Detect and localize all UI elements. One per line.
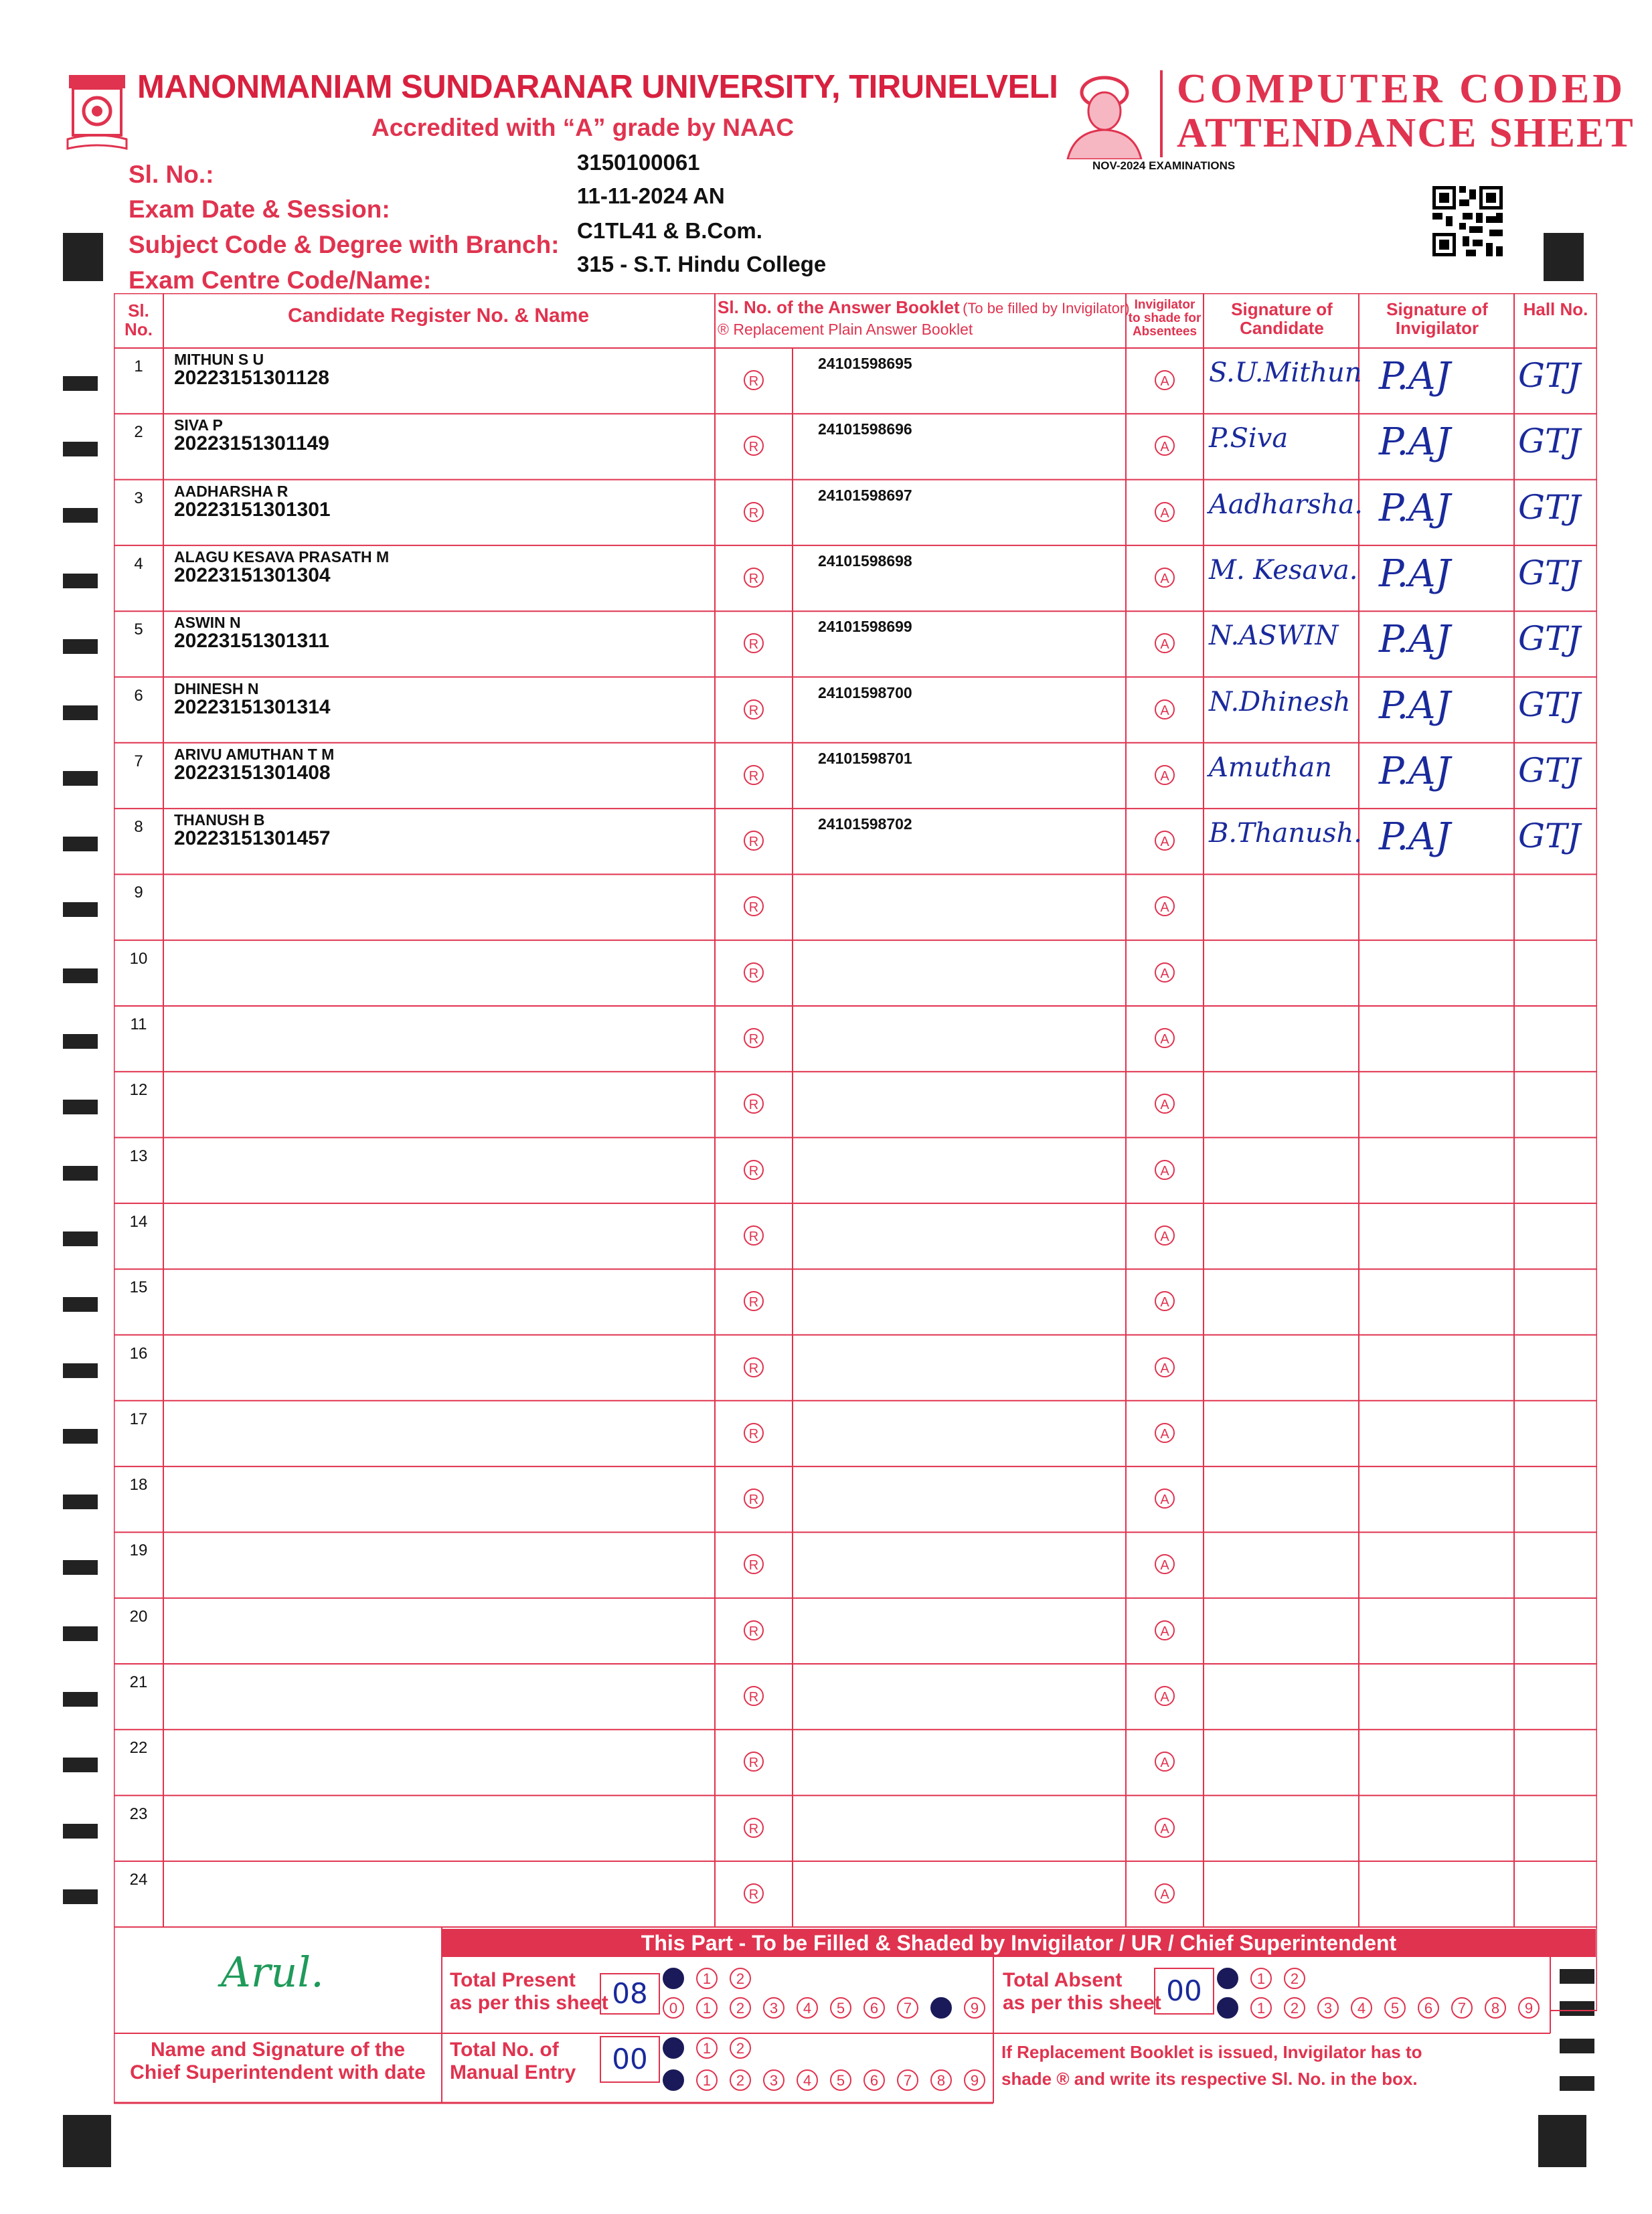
university-logo [64, 72, 131, 153]
digit-bubble-4[interactable]: 4 [797, 2069, 818, 2091]
row-number: 20 [129, 1607, 148, 1626]
exam-name: NOV-2024 EXAMINATIONS [1092, 159, 1236, 172]
row-number: 1 [134, 357, 143, 375]
digit-bubble-1[interactable]: 1 [696, 2037, 718, 2059]
timing-mark [1538, 2115, 1586, 2167]
present-box[interactable]: 08 [600, 1973, 660, 2015]
digit-bubble-5[interactable]: 5 [1384, 1997, 1406, 2019]
footer-band: This Part - To be Filled & Shaded by Invigilator / UR / Chief Superintendent [442, 1929, 1596, 1957]
digit-bubble-7[interactable]: 7 [897, 2069, 918, 2091]
digit-bubble-3[interactable]: 3 [763, 2069, 784, 2091]
manual-label [450, 2039, 576, 2084]
invigilator-signature: P.AJ [1379, 551, 1451, 596]
timing-mark [63, 705, 98, 720]
booklet-number[interactable]: 24101598696 [818, 420, 912, 438]
header-booklet-sub: ® Replacement Plain Answer Booklet [718, 321, 973, 338]
register-number: 20223151301304 [174, 564, 331, 586]
digit-bubble-8[interactable]: 8 [930, 2069, 952, 2091]
absent-bubble[interactable]: A [1155, 1357, 1175, 1377]
digit-bubble-2[interactable]: 2 [730, 1968, 751, 1989]
candidate-signature: Aadharsha. [1209, 489, 1363, 520]
chief-label-line1: Name and Signature of the [150, 2039, 406, 2061]
qr-code [1432, 186, 1503, 256]
hall-signature: GTJ [1518, 487, 1581, 527]
invigilator-signature: P.AJ [1379, 683, 1451, 728]
digit-bubble-4[interactable]: 4 [1351, 1997, 1372, 2019]
booklet-number[interactable]: 24101598701 [818, 749, 912, 767]
row-number: 16 [129, 1344, 148, 1363]
row-number: 13 [129, 1146, 148, 1165]
absent-bubble[interactable]: A [1155, 1554, 1175, 1574]
timing-mark [63, 233, 103, 281]
timing-mark [63, 508, 98, 523]
absent-bubble[interactable]: A [1155, 436, 1175, 456]
replacement-note-line1: If Replacement Booklet is issued, Invigilator has to [1001, 2042, 1422, 2062]
chief-label [115, 2039, 440, 2084]
digit-bubble-8[interactable]: 8 [930, 1997, 952, 2019]
row-number: 24 [129, 1870, 148, 1889]
absent-tens-bubbles[interactable] [1217, 1968, 1317, 1989]
replacement-note-line2: shade ® and write its respective Sl. No. in the box. [1001, 2069, 1418, 2089]
digit-bubble-2[interactable]: 2 [1284, 1968, 1305, 1989]
replacement-bubble[interactable]: R [744, 1423, 764, 1443]
booklet-number[interactable]: 24101598699 [818, 618, 912, 636]
replacement-bubble[interactable]: R [744, 1028, 764, 1048]
timing-mark [63, 1231, 98, 1246]
hall-signature: GTJ [1518, 750, 1581, 790]
timing-mark [1544, 233, 1584, 281]
digit-bubble-6[interactable]: 6 [1418, 1997, 1439, 2019]
register-number: 20223151301457 [174, 827, 331, 850]
row-number: 3 [134, 489, 143, 507]
hall-signature: GTJ [1518, 685, 1581, 724]
replacement-bubble[interactable]: R [744, 633, 764, 653]
replacement-bubble[interactable]: R [744, 1225, 764, 1246]
timing-mark [63, 1363, 98, 1378]
row-number: 18 [129, 1476, 148, 1495]
date-session-value: 11-11-2024 AN [577, 183, 725, 208]
timing-mark [63, 1758, 98, 1772]
absent-bubble[interactable]: A [1155, 699, 1175, 719]
booklet-number[interactable]: 24101598698 [818, 551, 912, 570]
absent-bubble[interactable]: A [1155, 1686, 1175, 1706]
absent-bubble[interactable]: A [1155, 1488, 1175, 1509]
timing-mark [63, 1824, 98, 1839]
invigilator-signature: P.AJ [1379, 749, 1451, 793]
timing-mark [63, 376, 98, 391]
replacement-bubble[interactable]: R [744, 1620, 764, 1640]
digit-bubble-2[interactable]: 2 [730, 1997, 751, 2019]
row-number: 9 [134, 883, 143, 902]
row-number: 19 [129, 1541, 148, 1560]
row-number: 12 [129, 1081, 148, 1100]
absent-bubble[interactable]: A [1155, 1752, 1175, 1772]
replacement-bubble[interactable]: R [744, 436, 764, 456]
timing-mark [63, 1297, 98, 1312]
row-number: 15 [129, 1278, 148, 1297]
replacement-bubble[interactable]: R [744, 370, 764, 390]
digit-bubble-0[interactable]: 0 [1217, 1968, 1238, 1989]
invigilator-signature: P.AJ [1379, 815, 1451, 859]
hall-signature: GTJ [1518, 356, 1581, 395]
booklet-number[interactable]: 24101598702 [818, 815, 912, 833]
replacement-bubble[interactable]: R [744, 568, 764, 588]
timing-mark [63, 574, 98, 588]
absent-bubble[interactable]: A [1155, 831, 1175, 851]
replacement-bubble[interactable]: R [744, 1883, 764, 1903]
header-invigilator-signature: Signature of Invigilator [1386, 299, 1488, 338]
register-number: 20223151301408 [174, 761, 331, 784]
row-number: 22 [129, 1739, 148, 1758]
candidate-name: MITHUN S U [174, 351, 264, 368]
chief-label-line2: Chief Superintendent with date [130, 2061, 426, 2083]
timing-mark [63, 1429, 98, 1444]
absent-bubble[interactable]: A [1155, 1883, 1175, 1903]
replacement-bubble[interactable]: R [744, 1554, 764, 1574]
timing-mark [63, 1100, 98, 1114]
invigilator-signature: P.AJ [1379, 355, 1451, 398]
timing-mark [63, 1889, 98, 1904]
replacement-bubble[interactable]: R [744, 896, 764, 916]
replacement-bubble[interactable]: R [744, 502, 764, 522]
invigilator-signature: P.AJ [1379, 618, 1451, 662]
timing-mark [63, 442, 98, 456]
booklet-number[interactable]: 24101598697 [818, 486, 912, 504]
absent-bubble[interactable]: A [1155, 633, 1175, 653]
invigilator-signature: P.AJ [1379, 486, 1451, 530]
present-tens-bubbles[interactable] [663, 1968, 763, 1989]
candidate-name: SIVA P [174, 416, 223, 434]
digit-bubble-0[interactable]: 0 [1217, 1997, 1238, 2019]
replacement-bubble[interactable]: R [744, 765, 764, 785]
present-units-bubbles[interactable] [663, 1997, 997, 2019]
digit-bubble-6[interactable]: 6 [863, 1997, 885, 2019]
sheet-title-line1: COMPUTER CODED [1177, 66, 1627, 112]
header-hall-no: Hall No. [1523, 299, 1588, 319]
manual-label-line2: Manual Entry [450, 2061, 576, 2083]
timing-mark [63, 2115, 111, 2167]
digit-bubble-4[interactable]: 4 [797, 1997, 818, 2019]
timing-mark [63, 1166, 98, 1181]
header-booklet [718, 297, 1130, 339]
digit-bubble-0[interactable]: 0 [663, 2037, 684, 2059]
sheet-title [1177, 67, 1635, 155]
present-label-line1: Total Present [450, 1969, 576, 1991]
replacement-bubble[interactable]: R [744, 831, 764, 851]
register-number: 20223151301149 [174, 432, 329, 455]
sl-no-value: 3150100061 [577, 150, 700, 175]
header-booklet-title: Sl. No. of the Answer Booklet [718, 297, 960, 317]
header-divider [1160, 70, 1163, 157]
digit-bubble-2[interactable]: 2 [730, 2069, 751, 2091]
absent-bubble[interactable]: A [1155, 1620, 1175, 1640]
hall-signature: GTJ [1518, 422, 1581, 461]
sheet-title-line2: ATTENDANCE SHEET [1177, 110, 1635, 156]
absent-label-line1: Total Absent [1003, 1969, 1123, 1991]
row-number: 10 [129, 949, 148, 968]
absent-bubble[interactable]: A [1155, 1028, 1175, 1048]
chief-signature: Arul. [221, 1948, 324, 1996]
absent-bubble[interactable]: A [1155, 962, 1175, 983]
hall-signature: GTJ [1518, 619, 1581, 659]
absent-bubble[interactable]: A [1155, 1160, 1175, 1180]
candidate-signature: N.Dhinesh [1209, 686, 1351, 717]
digit-bubble-2[interactable]: 2 [730, 2037, 751, 2059]
header-candidate-signature: Signature of Candidate [1231, 299, 1333, 338]
replacement-bubble[interactable]: R [744, 699, 764, 719]
absent-units-bubbles[interactable] [1217, 1997, 1552, 2019]
header-sl-no: Sl. No. [125, 301, 153, 339]
digit-bubble-9[interactable]: 9 [964, 2069, 985, 2091]
absent-bubble[interactable]: A [1155, 568, 1175, 588]
manual-tens-bubbles[interactable] [663, 2037, 763, 2059]
header-absentees: Invigilator to shade for Absentees [1128, 298, 1202, 339]
timing-mark [63, 837, 98, 851]
digit-bubble-1[interactable]: 1 [1250, 1968, 1272, 1989]
replacement-bubble[interactable]: R [744, 962, 764, 983]
timing-mark [63, 1034, 98, 1049]
replacement-bubble[interactable]: R [744, 1752, 764, 1772]
invigilator-signature: P.AJ [1379, 420, 1451, 464]
timing-mark [63, 1626, 98, 1641]
candidate-name: ASWIN N [174, 614, 241, 632]
absent-bubble[interactable]: A [1155, 896, 1175, 916]
timing-mark [63, 639, 98, 654]
candidate-signature: S.U.Mithun [1209, 357, 1362, 388]
replacement-bubble[interactable]: R [744, 1686, 764, 1706]
row-number: 21 [129, 1673, 148, 1691]
centre-value: 315 - S.T. Hindu College [577, 252, 827, 276]
digit-bubble-6[interactable]: 6 [863, 2069, 885, 2091]
booklet-number[interactable]: 24101598700 [818, 683, 912, 701]
row-number: 4 [134, 554, 143, 573]
centre-label: Exam Centre Code/Name: [129, 266, 432, 294]
timing-mark [63, 771, 98, 786]
digit-bubble-5[interactable]: 5 [830, 1997, 851, 2019]
sl-no-label: Sl. No.: [129, 161, 214, 188]
absent-bubble[interactable]: A [1155, 1423, 1175, 1443]
row-number: 8 [134, 818, 143, 837]
digit-bubble-7[interactable]: 7 [897, 1997, 918, 2019]
booklet-number[interactable]: 24101598695 [818, 355, 912, 372]
replacement-note [1001, 2039, 1422, 2092]
candidate-signature: P.Siva [1209, 423, 1289, 454]
digit-bubble-5[interactable]: 5 [830, 2069, 851, 2091]
absent-label-line2: as per this sheet [1003, 1992, 1161, 2014]
absent-bubble[interactable]: A [1155, 370, 1175, 390]
candidate-name: DHINESH N [174, 679, 259, 697]
absent-bubble[interactable]: A [1155, 1225, 1175, 1246]
present-label [450, 1969, 608, 2015]
timing-mark [63, 968, 98, 983]
digit-bubble-3[interactable]: 3 [763, 1997, 784, 2019]
university-name: MANONMANIAM SUNDARANAR UNIVERSITY, TIRUNELVELI [137, 69, 1058, 105]
digit-bubble-3[interactable]: 3 [1317, 1997, 1339, 2019]
date-session-label: Exam Date & Session: [129, 195, 390, 223]
present-label-line2: as per this sheet [450, 1992, 608, 2014]
header-candidate: Candidate Register No. & Name [287, 305, 590, 327]
timing-mark [63, 1692, 98, 1707]
timing-mark [63, 1495, 98, 1509]
absent-label [1003, 1969, 1161, 2015]
replacement-bubble[interactable]: R [744, 1488, 764, 1509]
row-number: 7 [134, 752, 143, 770]
row-number: 17 [129, 1410, 148, 1428]
digit-bubble-1[interactable]: 1 [696, 2069, 718, 2091]
digit-bubble-1[interactable]: 1 [696, 1997, 718, 2019]
subject-value: C1TL41 & B.Com. [577, 218, 762, 243]
replacement-bubble[interactable]: R [744, 1094, 764, 1114]
header-booklet-note: (To be filled by Invigilator) [963, 300, 1130, 317]
candidate-name: THANUSH B [174, 811, 265, 829]
candidate-name: AADHARSHA R [174, 482, 288, 500]
replacement-bubble[interactable]: R [744, 1291, 764, 1311]
digit-bubble-8[interactable]: 8 [1485, 1997, 1506, 2019]
manual-units-bubbles[interactable] [663, 2069, 997, 2091]
replacement-bubble[interactable]: R [744, 1357, 764, 1377]
digit-bubble-2[interactable]: 2 [1284, 1997, 1305, 2019]
timing-mark [63, 1560, 98, 1575]
absent-bubble[interactable]: A [1155, 765, 1175, 785]
candidate-name: ARIVU AMUTHAN T M [174, 745, 335, 763]
register-number: 20223151301311 [174, 630, 329, 653]
absent-bubble[interactable]: A [1155, 1094, 1175, 1114]
subject-label: Subject Code & Degree with Branch: [129, 231, 560, 258]
absent-bubble[interactable]: A [1155, 1291, 1175, 1311]
digit-bubble-0[interactable]: 0 [663, 2069, 684, 2091]
hall-signature: GTJ [1518, 817, 1581, 856]
digit-bubble-0[interactable]: 0 [663, 1997, 684, 2019]
candidate-signature: Amuthan [1209, 752, 1333, 783]
digit-bubble-1[interactable]: 1 [1250, 1997, 1272, 2019]
hall-signature: GTJ [1518, 553, 1581, 592]
digit-bubble-0[interactable]: 0 [663, 1968, 684, 1989]
manual-box[interactable]: 00 [600, 2036, 660, 2083]
digit-bubble-9[interactable]: 9 [964, 1997, 985, 2019]
register-number: 20223151301128 [174, 367, 329, 389]
register-number: 20223151301301 [174, 498, 331, 521]
candidate-signature: M. Kesava. [1209, 554, 1358, 586]
timing-mark [63, 902, 98, 917]
candidate-name: ALAGU KESAVA PRASATH M [174, 547, 390, 566]
candidate-signature: B.Thanush. [1209, 818, 1362, 849]
founder-portrait [1061, 72, 1148, 159]
replacement-bubble[interactable]: R [744, 1818, 764, 1838]
row-number: 23 [129, 1804, 148, 1823]
row-number: 5 [134, 620, 143, 639]
row-number: 2 [134, 423, 143, 442]
digit-bubble-9[interactable]: 9 [1518, 1997, 1540, 2019]
digit-bubble-7[interactable]: 7 [1451, 1997, 1473, 2019]
row-number: 11 [130, 1015, 147, 1033]
row-number: 6 [134, 686, 143, 705]
absent-bubble[interactable]: A [1155, 1818, 1175, 1838]
accreditation-text: Accredited with “A” grade by NAAC [371, 114, 795, 141]
digit-bubble-1[interactable]: 1 [696, 1968, 718, 1989]
candidate-signature: N.ASWIN [1209, 620, 1339, 652]
manual-label-line1: Total No. of [450, 2039, 559, 2061]
register-number: 20223151301314 [174, 695, 331, 718]
row-number: 14 [129, 1212, 148, 1231]
absent-bubble[interactable]: A [1155, 502, 1175, 522]
replacement-bubble[interactable]: R [744, 1160, 764, 1180]
absent-box[interactable]: 00 [1154, 1968, 1214, 2015]
